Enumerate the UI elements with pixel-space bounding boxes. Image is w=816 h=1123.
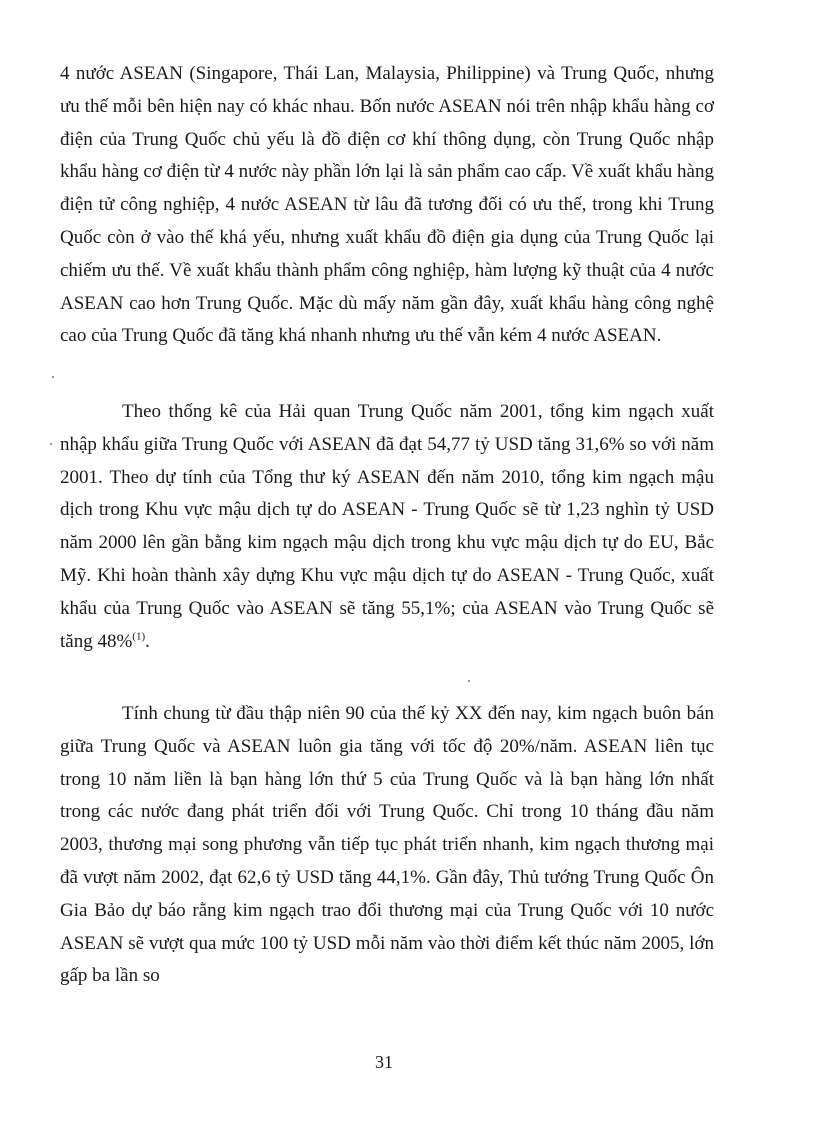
page-number: 31 [375, 1052, 393, 1072]
footnote-reference[interactable]: (1) [132, 630, 146, 643]
paragraph-2-end-period: . [145, 630, 150, 652]
scan-speck [52, 376, 54, 378]
paragraph-1 [60, 58, 714, 353]
paragraph-1-text: 4 nước ASEAN (Singapore, Thái Lan, Malaysia, Philippine) và Trung Quốc, nhưng ưu thế mỗi bên hiện nay có khác nhau. Bốn nước ASEAN nói trên nhập khẩu hàng cơ điện của Trung Quốc chủ yếu là đồ điện cơ khí thông dụng, còn Trung Quốc nhập khẩu hàng cơ điện từ 4 nước này phần lớn lại là sản phẩm cao cấp. Về xuất khẩu hàng điện tử công nghiệp, 4 nước ASEAN từ lâu đã tương đối có ưu thế, trong khi Trung Quốc còn ở vào thế khá yếu, nhưng xuất khẩu đồ điện gia dụng của Trung Quốc lại chiếm ưu thế. Về xuất khẩu thành phẩm công nghiệp, hàm lượng kỹ thuật của 4 nước ASEAN cao hơn Trung Quốc. Mặc dù mấy năm gần đây, xuất khẩu hàng công nghệ cao của Trung Quốc đã tăng khá nhanh nhưng ưu thế vẫn kém 4 nước ASEAN. [60, 63, 714, 347]
paragraph-3-text: Tính chung từ đầu thập niên 90 của thế kỷ XX đến nay, kim ngạch buôn bán giữa Trung Quốc và ASEAN luôn gia tăng với tốc độ 20%/năm. ASEAN liên tục trong 10 năm liền là bạn hàng lớn thứ 5 của Trung Quốc và là bạn hàng lớn nhất trong các nước đang phát triển đối với Trung Quốc. Chỉ trong 10 tháng đầu năm 2003, thương mại song phương vẫn tiếp tục phát triển nhanh, kim ngạch thương mại đã vượt năm 2002, đạt 62,6 tỷ USD tăng 44,1%. Gần đây, Thủ tướng Trung Quốc Ôn Gia Bảo dự báo rằng kim ngạch trao đổi thương mại của Trung Quốc với 10 nước ASEAN sẽ vượt qua mức 100 tỷ USD mỗi năm vào thời điểm kết thúc năm 2005, lớn gấp ba lần so [60, 703, 714, 987]
paragraph-3 [60, 698, 714, 993]
scan-speck [468, 680, 470, 682]
paragraph-2-text: Theo thống kê của Hải quan Trung Quốc năm 2001, tổng kim ngạch xuất nhập khẩu giữa Trung Quốc với ASEAN đã đạt 54,77 tỷ USD tăng 31,6% so với năm 2001. Theo dự tính của Tổng thư ký ASEAN đến năm 2010, tổng kim ngạch mậu dịch trong Khu vực mậu dịch tự do ASEAN - Trung Quốc sẽ từ 1,23 nghìn tỷ USD năm 2000 lên gần bằng kim ngạch mậu dịch trong khu vực mậu dịch tự do EU, Bắc Mỹ. Khi hoàn thành xây dựng Khu vực mậu dịch tự do ASEAN - Trung Quốc, xuất khẩu của Trung Quốc vào ASEAN sẽ tăng 55,1%; của ASEAN vào Trung Quốc sẽ tăng 48% [60, 401, 714, 652]
scan-speck [50, 443, 52, 445]
paragraph-2-body [60, 396, 714, 658]
paragraph-2 [60, 396, 714, 658]
